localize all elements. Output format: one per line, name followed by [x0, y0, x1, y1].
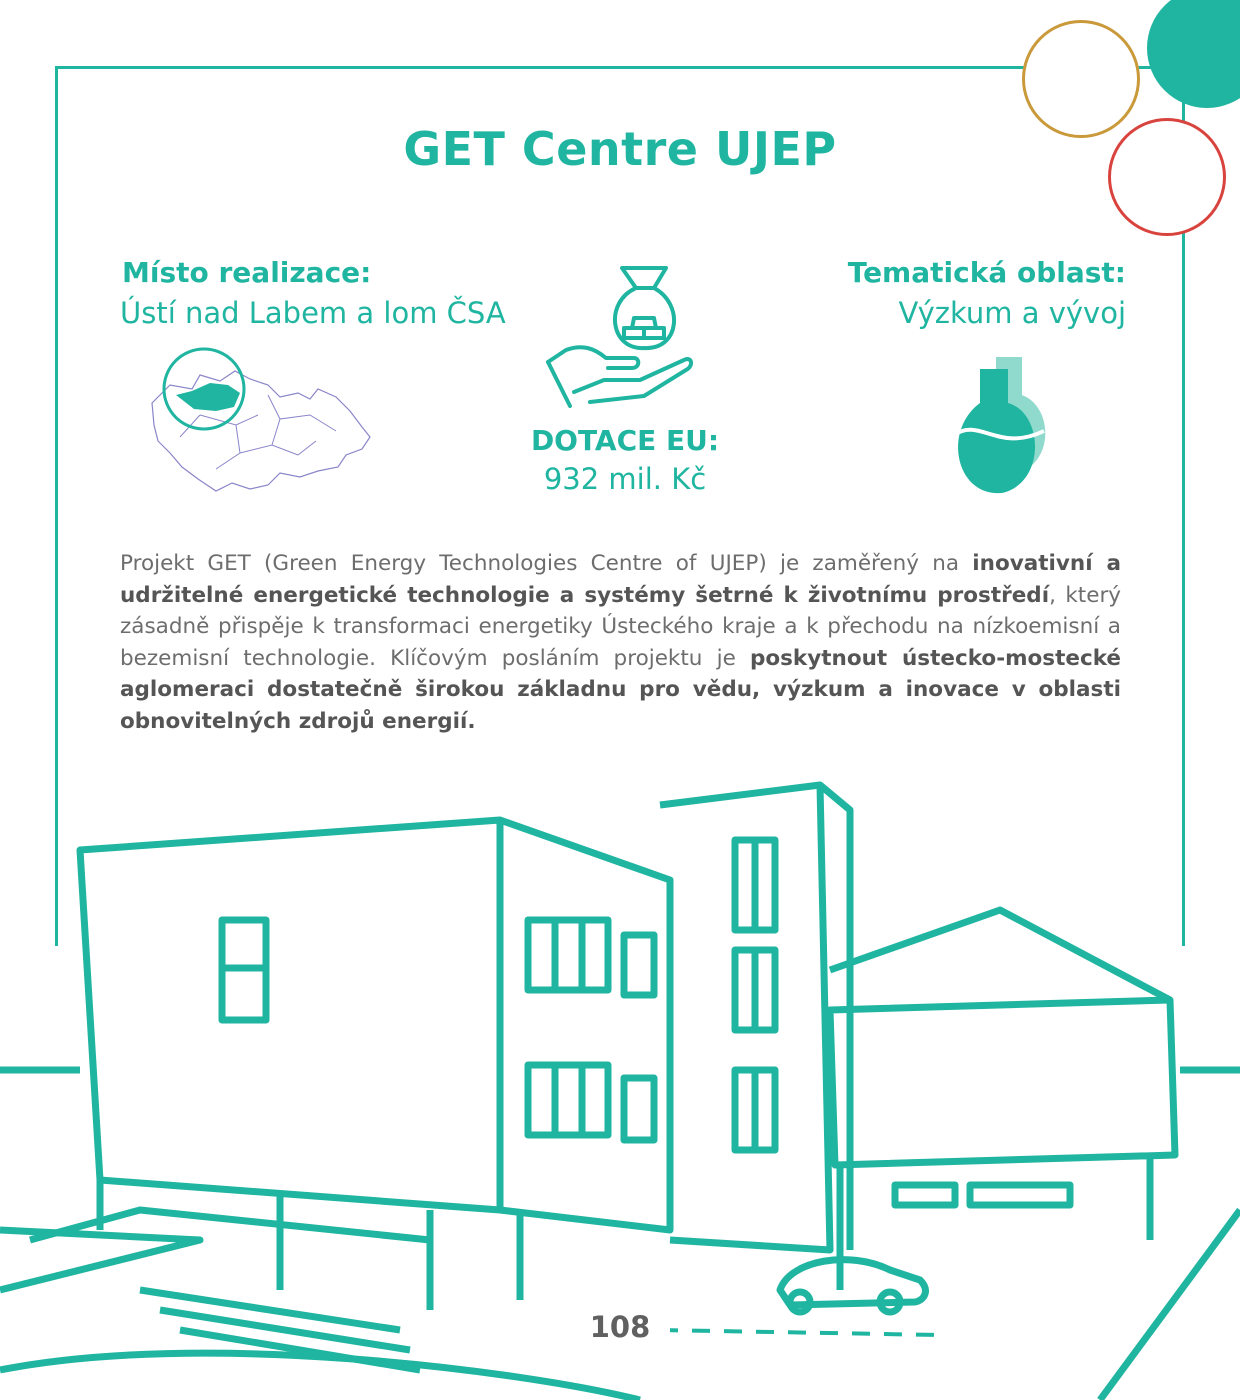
building-illustration	[0, 770, 1240, 1400]
funding-value: 932 mil. Kč	[543, 462, 707, 496]
project-description	[120, 548, 1121, 737]
theme-value: Výzkum a vývoj	[898, 296, 1126, 330]
description-bold-1: inovativní a udržitelné energetické technologie a systémy šetrné k životnímu prostředí	[120, 551, 1121, 608]
description-text-2: , který zásadně přispěje k transformaci energetiky Ústeckého kraje a k přechodu na nízkoemisní a bezemisní technologie. Klíčovým posláním projektu je	[120, 582, 1122, 671]
research-flask-icon	[950, 355, 1075, 497]
decor-circle-gold	[1022, 20, 1140, 138]
location-label: Místo realizace:	[122, 256, 372, 289]
theme-label: Tematická oblast:	[847, 256, 1126, 289]
page-number: 108	[570, 1310, 670, 1344]
page-title: GET Centre UJEP	[403, 122, 837, 176]
location-value: Ústí nad Labem a lom ČSA	[120, 296, 506, 330]
czech-map-icon	[140, 345, 375, 495]
description-text-1: Projekt GET (Green Energy Technologies Centre of UJEP) je zaměřený na	[120, 551, 973, 576]
money-bag-hand-icon	[544, 262, 694, 412]
funding-label: DOTACE EU:	[530, 424, 720, 457]
description-bold-2: poskytnout ústecko-mostecké aglomeraci dostatečně širokou základnu pro vědu, výzkum a inovace v oblasti obnovitelných zdrojů energií.	[120, 645, 1121, 734]
